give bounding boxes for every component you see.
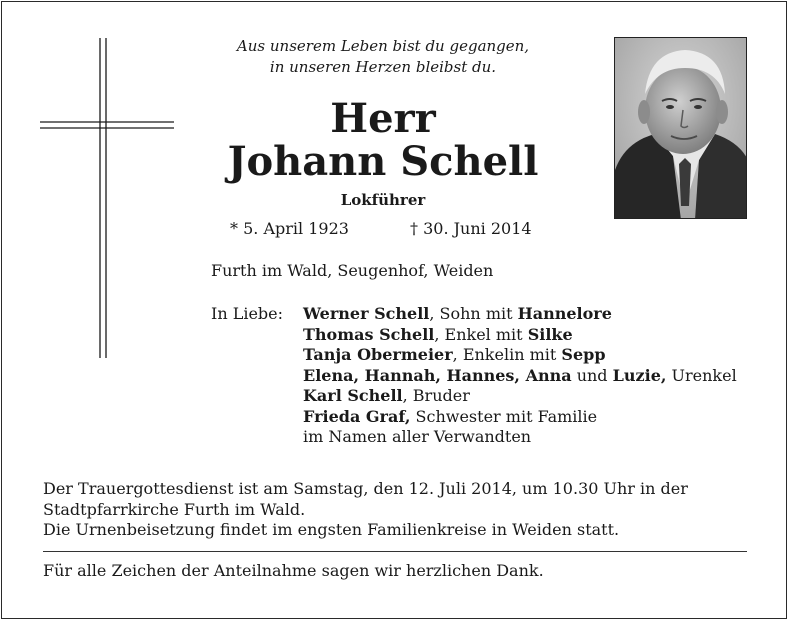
mourner-name: Karl Schell [303,386,403,405]
mourner-relation: und [571,365,613,385]
service-announcement: Der Trauergottesdienst ist am Samstag, den 12. Juli 2014, um 10.30 Uhr in der Stadtpfarrkirche Furth im Wald. [43,479,688,519]
mourner-row [303,407,737,428]
mourners-label: In Liebe: [211,304,284,323]
mourner-name: Werner Schell [303,304,430,323]
mourner-name: Sepp [561,345,606,364]
portrait-photo [614,37,747,219]
mourner-relation: , Bruder [402,386,470,405]
mourner-row [303,386,737,407]
mourner-relation: im Namen aller Verwandten [303,427,532,446]
mourner-name: Luzie, [612,365,667,385]
birth-date: * 5. April 1923 [230,219,349,238]
quote-line-1: Aus unserem Leben bist du gegangen, [236,37,530,55]
urn-burial-notice: Die Urnenbeisetzung findet im engsten Familienkreise in Weiden statt. [43,520,620,539]
memorial-quote [200,36,566,78]
salutation: Herr [330,95,436,142]
mourner-row [303,366,737,387]
mourner-row [303,345,737,366]
death-date: † 30. Juni 2014 [410,219,532,238]
mourner-name: Thomas Schell [303,324,435,344]
mourner-row [303,427,737,448]
cross-icon [40,38,174,358]
places: Furth im Wald, Seugenhof, Weiden [211,261,494,280]
mourner-relation: Urenkel [666,365,737,385]
thanks-note: Für alle Zeichen der Anteilnahme sagen wir herzlichen Dank. [43,561,544,580]
mourner-name: Hannelore [517,304,612,323]
mourner-relation: , Enkelin mit [452,345,562,364]
mourner-name: Elena, Hannah, Hannes, Anna [303,365,572,385]
mourner-row [303,304,737,325]
mourners-list [303,304,737,448]
portrait-photo-image [615,38,747,219]
mourner-relation: , Sohn mit [429,304,518,323]
divider [43,551,747,552]
quote-line-2: in unseren Herzen bleibst du. [269,58,497,76]
mourner-relation: Schwester mit Familie [410,406,598,426]
mourner-row [303,325,737,346]
mourner-name: Silke [527,324,573,344]
deceased-name: Johann Schell [227,138,539,185]
mourner-relation: , Enkel mit [434,324,528,344]
mourner-name: Tanja Obermeier [303,345,453,364]
mourner-name: Frieda Graf, [303,406,411,426]
profession: Lokführer [340,191,426,209]
